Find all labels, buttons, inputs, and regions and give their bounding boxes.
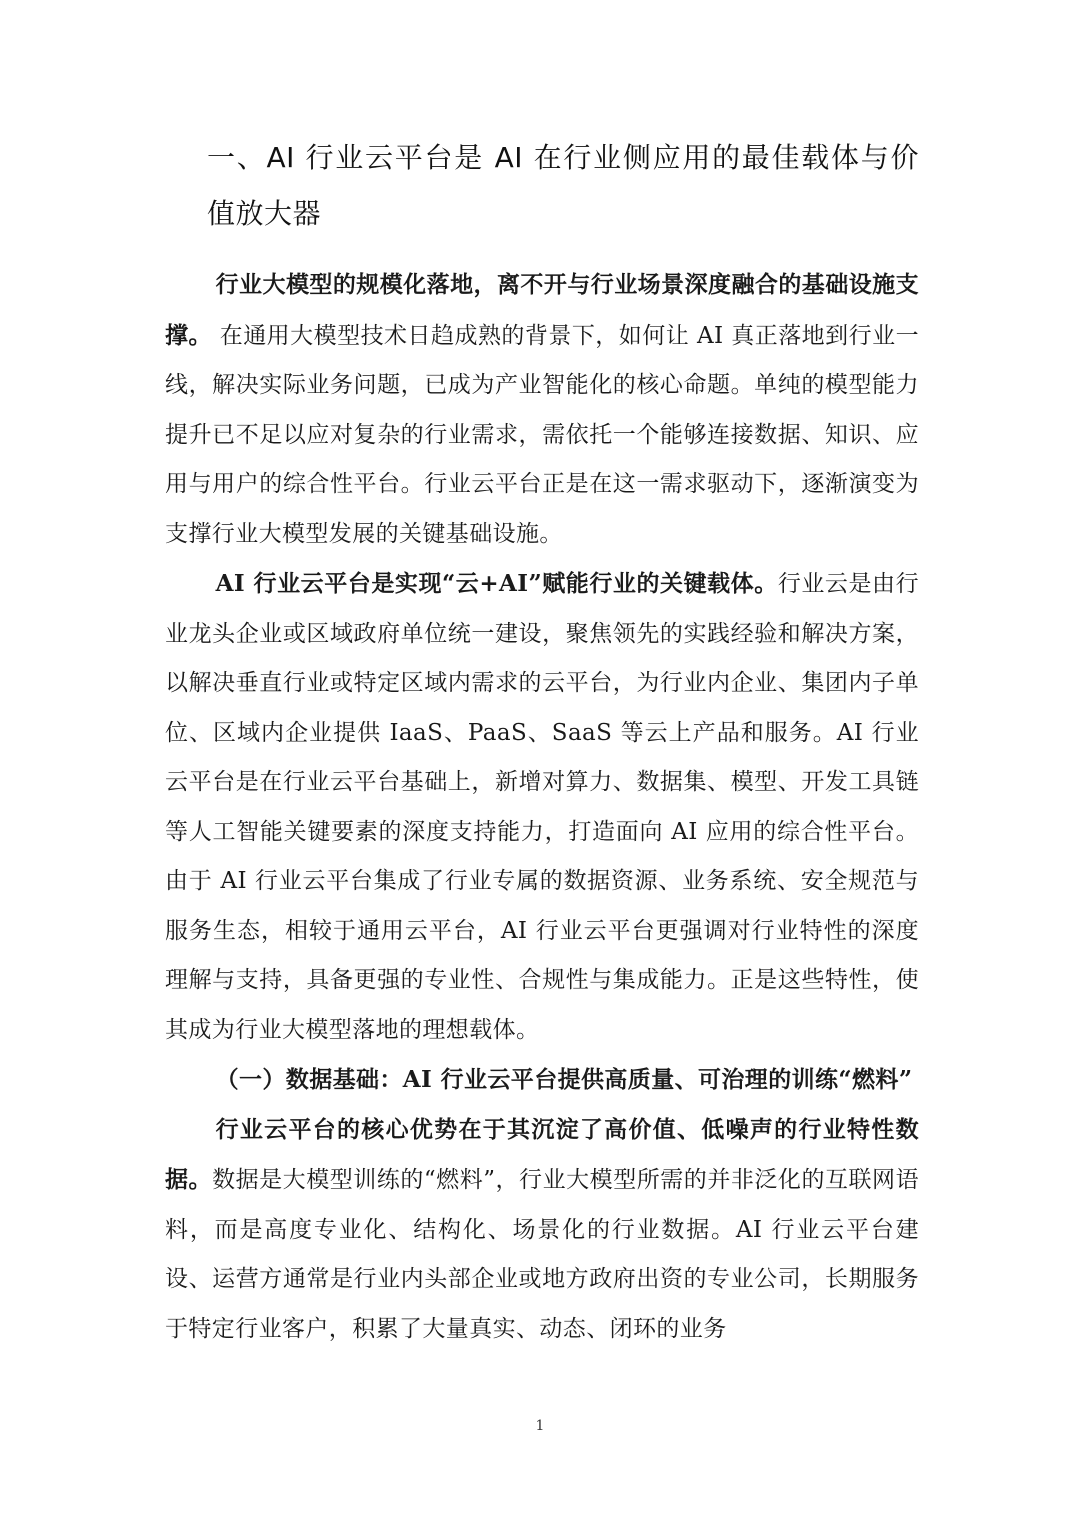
paragraph-1 xyxy=(165,260,919,559)
section-heading: 一、AI 行业云平台是 AI 在行业侧应用的最佳载体与价值放大器 xyxy=(207,141,919,230)
body-text xyxy=(165,260,919,1354)
subsection-heading: （一）数据基础：AI 行业云平台提供高质量、可治理的训练“燃料” xyxy=(215,1066,913,1093)
paragraph-3 xyxy=(165,1105,919,1355)
paragraph-3-text: 数据是大模型训练的“燃料”，行业大模型所需的并非泛化的互联网语料，而是高度专业化、结构化、场景化的行业数据。AI 行业云平台建设、运营方通常是行业内头部企业或地方政府出资的专业公司，长期服务于特定行业客户，积累了大量真实、动态、闭环的业务 xyxy=(165,1167,919,1342)
page-number: 1 xyxy=(535,1418,545,1434)
paragraph-1-text: 在通用大模型技术日趋成熟的背景下，如何让 AI 真正落地到行业一线，解决实际业务问题，已成为产业智能化的核心命题。单纯的模型能力提升已不足以应对复杂的行业需求，需依托一个能够连接数据、知识、应用与用户的综合性平台。行业云平台正是在这一需求驱动下，逐渐演变为支撑行业大模型发展的关键基础设施。 xyxy=(165,322,919,547)
paragraph-2-text: 行业云是由行业龙头企业或区域政府单位统一建设，聚焦领先的实践经验和解决方案，以解决垂直行业或特定区域内需求的云平台，为行业内企业、集团内子单位、区域内企业提供 IaaS、PaaS、SaaS 等云上产品和服务。AI 行业云平台是在行业云平台基础上，新增对算力、数据集、模型、开发工具链等人工智能关键要素的深度支持能力，打造面向 AI 应用的综合性平台。由于 AI 行业云平台集成了行业专属的数据资源、业务系统、安全规范与服务生态，相较于通用云平台，AI 行业云平台更强调对行业特性的深度理解与支持，具备更强的专业性、合规性与集成能力。正是这些特性，使其成为行业大模型落地的理想载体。 xyxy=(165,571,919,1043)
paragraph-2-lead: AI 行业云平台是实现“云+AI”赋能行业的关键载体。 xyxy=(215,570,778,597)
paragraph-2 xyxy=(165,559,919,1055)
paragraph-1-lead: 行业大模型的规模化落地，离不开与行业场景深度融合的基础设施支撑。 xyxy=(165,271,919,349)
paragraph-3-lead: 行业云平台的核心优势在于其沉淀了高价值、低噪声的行业特性数据。 xyxy=(165,1115,919,1193)
